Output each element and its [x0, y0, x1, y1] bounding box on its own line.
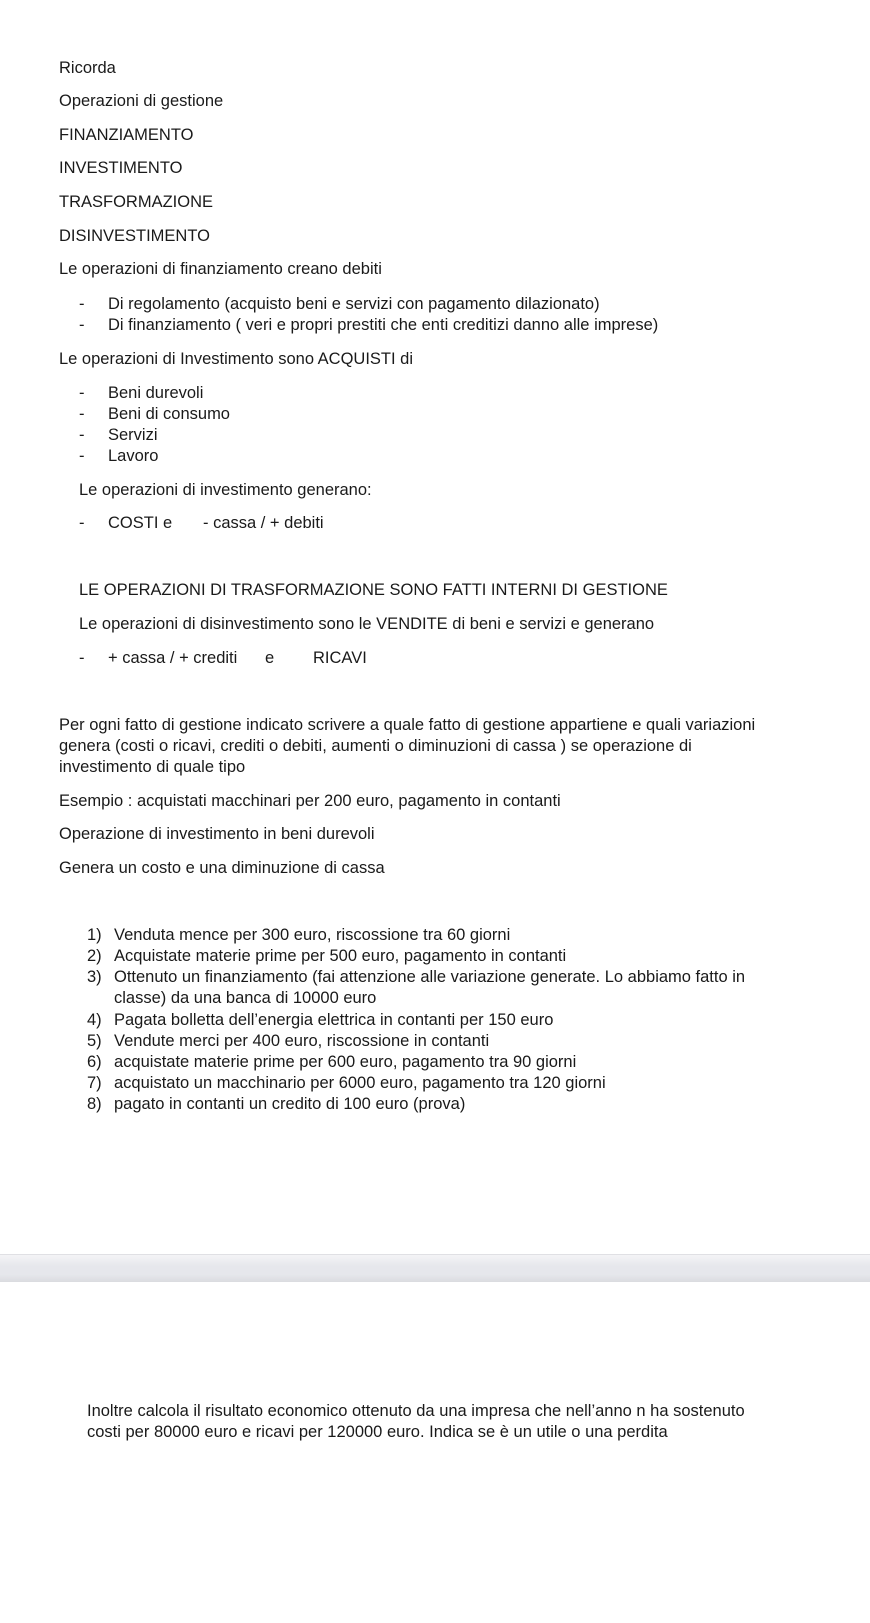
- exercise-number: 8): [87, 1095, 102, 1113]
- exercise-number: 7): [87, 1074, 102, 1092]
- bullet-dash: -: [79, 447, 85, 465]
- risultato-line: Inoltre calcola il risultato economico ottenuto da una impresa che nell’anno n ha sostenuto: [87, 1402, 745, 1420]
- exercise-number: 3): [87, 968, 102, 986]
- esempio-tipo: Operazione di investimento in beni durevoli: [59, 825, 375, 843]
- disinvestimento-heading: Le operazioni di disinvestimento sono le VENDITE di beni e servizi e generano: [79, 615, 655, 633]
- op-disinvestimento: DISINVESTIMENTO: [59, 227, 210, 245]
- exercise-number: 2): [87, 947, 102, 965]
- exercise-item: Pagata bolletta dell’energia elettrica in contanti per 150 euro: [114, 1011, 554, 1029]
- op-investimento: INVESTIMENTO: [59, 159, 183, 177]
- document-page-2: [0, 1282, 870, 1623]
- bullet-dash: -: [79, 405, 85, 423]
- exercise-item: acquistate materie prime per 600 euro, pagamento tra 90 giorni: [114, 1053, 577, 1071]
- exercise-number: 5): [87, 1032, 102, 1050]
- exercise-item-continuation: classe) da una banca di 10000 euro: [114, 989, 377, 1007]
- investimento-bullet: Beni di consumo: [108, 405, 230, 423]
- op-finanziamento: FINANZIAMENTO: [59, 126, 194, 144]
- investimento-bullet: Servizi: [108, 426, 158, 444]
- instruction-line: Per ogni fatto di gestione indicato scrivere a quale fatto di gestione appartiene e quali variazioni: [59, 716, 756, 734]
- risultato-line: costi per 80000 euro e ricavi per 120000 euro. Indica se è un utile o una perdita: [87, 1423, 668, 1441]
- exercise-item: Venduta mence per 300 euro, riscossione tra 60 giorni: [114, 926, 511, 944]
- exercise-item: Vendute merci per 400 euro, riscossione in contanti: [114, 1032, 490, 1050]
- investimento-bullet: Beni durevoli: [108, 384, 204, 402]
- esempio-line: Esempio : acquistati macchinari per 200 euro, pagamento in contanti: [59, 792, 561, 810]
- bullet-dash: -: [79, 384, 85, 402]
- investimento-effect-costi: COSTI e: [108, 514, 173, 532]
- instruction-line: genera (costi o ricavi, crediti o debiti, aumenti o diminuzioni di cassa ) se operazione di: [59, 737, 692, 755]
- exercise-number: 4): [87, 1011, 102, 1029]
- disinvestimento-effect-e: e: [265, 649, 275, 667]
- exercise-item: Acquistate materie prime per 500 euro, pagamento in contanti: [114, 947, 567, 965]
- page-separator: [0, 1254, 870, 1284]
- bullet-dash: -: [79, 649, 85, 667]
- exercise-item: pagato in contanti un credito di 100 euro (prova): [114, 1095, 466, 1113]
- exercise-number: 6): [87, 1053, 102, 1071]
- disinvestimento-effect-ricavi: RICAVI: [313, 649, 367, 667]
- disinvestimento-effect-cassa: + cassa / + crediti: [108, 649, 238, 667]
- exercise-item: acquistato un macchinario per 6000 euro, pagamento tra 120 giorni: [114, 1074, 606, 1092]
- finanziamento-bullet: Di finanziamento ( veri e propri prestiti che enti creditizi danno alle imprese): [108, 316, 659, 334]
- bullet-dash: -: [79, 295, 85, 313]
- esempio-genera: Genera un costo e una diminuzione di cassa: [59, 859, 385, 877]
- finanziamento-heading: Le operazioni di finanziamento creano debiti: [59, 260, 382, 278]
- ricorda-label: Ricorda: [59, 59, 116, 77]
- op-trasformazione: TRASFORMAZIONE: [59, 193, 214, 211]
- investimento-effect-cassa: - cassa / + debiti: [203, 514, 324, 532]
- finanziamento-bullet: Di regolamento (acquisto beni e servizi con pagamento dilazionato): [108, 295, 600, 313]
- bullet-dash: -: [79, 426, 85, 444]
- bullet-dash: -: [79, 316, 85, 334]
- bullet-dash: -: [79, 514, 85, 532]
- exercise-item: Ottenuto un finanziamento (fai attenzione alle variazione generate. Lo abbiamo fatto in: [114, 968, 746, 986]
- investimento-generano: Le operazioni di investimento generano:: [79, 481, 372, 499]
- exercise-number: 1): [87, 926, 102, 944]
- investimento-bullet: Lavoro: [108, 447, 159, 465]
- instruction-line: investimento di quale tipo: [59, 758, 246, 776]
- operazioni-label: Operazioni di gestione: [59, 92, 224, 110]
- trasformazione-heading: LE OPERAZIONI DI TRASFORMAZIONE SONO FATTI INTERNI DI GESTIONE: [79, 581, 668, 599]
- investimento-heading: Le operazioni di Investimento sono ACQUISTI di: [59, 350, 414, 368]
